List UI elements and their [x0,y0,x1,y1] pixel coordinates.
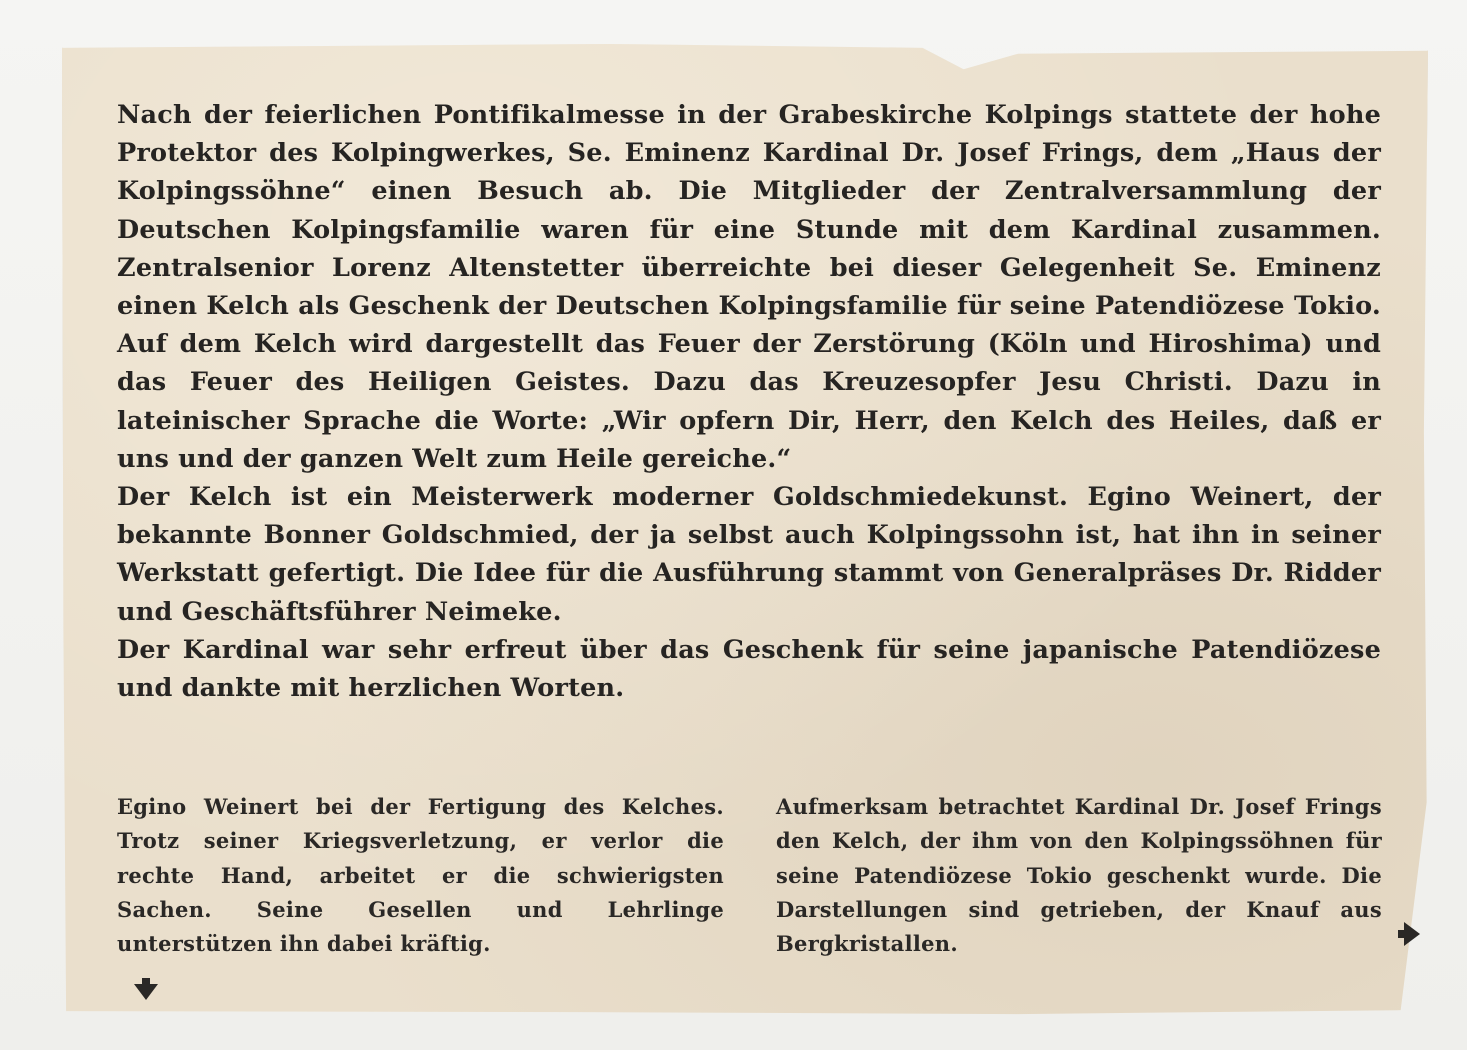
arrow-down-icon [132,976,160,1004]
arrow-right-icon [1396,920,1424,948]
article-body [117,96,1381,707]
article-paragraph-2: Der Kelch ist ein Meisterwerk moderner Goldschmiedekunst. Egino Weinert, der bekannte Bonner Goldschmied, der ja selbst auch Kolpingssohn ist, hat ihn in seiner Werkstatt gefertigt. Die Idee für die Ausführung stammt von Generalpräses Dr. Ridder und Geschäftsführer Neimeke. [117,482,1381,627]
photo-caption-right: Aufmerksam betrachtet Kardinal Dr. Josef Frings den Kelch, der ihm von den Kolpingssöhnen für seine Patendiözese Tokio geschenkt wurde. Die Darstellungen sind getrieben, der Knauf aus Bergkristallen. [776,794,1382,957]
article-paragraph-3: Der Kardinal war sehr erfreut über das Geschenk für seine japanische Patendiözese und dankte mit herzlichen Worten. [117,634,1381,704]
article-paragraph-1: Nach der feierlichen Pontifikalmesse in der Grabeskirche Kolpings stattete der hohe Protektor des Kolpingwerkes, Se. Eminenz Kardinal Dr. Josef Frings, dem „Haus der Kolpingssöhne“ einen Besuch ab. Die Mitglieder der Zentralversammlung der Deutschen Kolpingsfamilie waren für eine Stunde mit dem Kardinal zusammen. Zentralsenior Lorenz Altenstetter überreichte bei dieser Gelegenheit Se. Eminenz einen Kelch als Geschenk der Deutschen Kolpingsfamilie für seine Patendiözese Tokio. Auf dem Kelch wird dargestellt das Feuer der Zerstörung (Köln und Hiroshima) und das Feuer des Heiligen Geistes. Dazu das Kreuzesopfer Jesu Christi. Dazu in lateinischer Sprache die Worte: „Wir opfern Dir, Herr, den Kelch des Heiles, daß er uns und der ganzen Welt zum Heile gereiche.“ [117,100,1381,474]
photo-caption-left: Egino Weinert bei der Fertigung des Kelches. Trotz seiner Kriegsverletzung, er verlor die rechte Hand, arbeitet er die schwierigsten Sachen. Seine Gesellen und Lehrlinge unterstützen ihn dabei kräftig. [117,794,724,957]
